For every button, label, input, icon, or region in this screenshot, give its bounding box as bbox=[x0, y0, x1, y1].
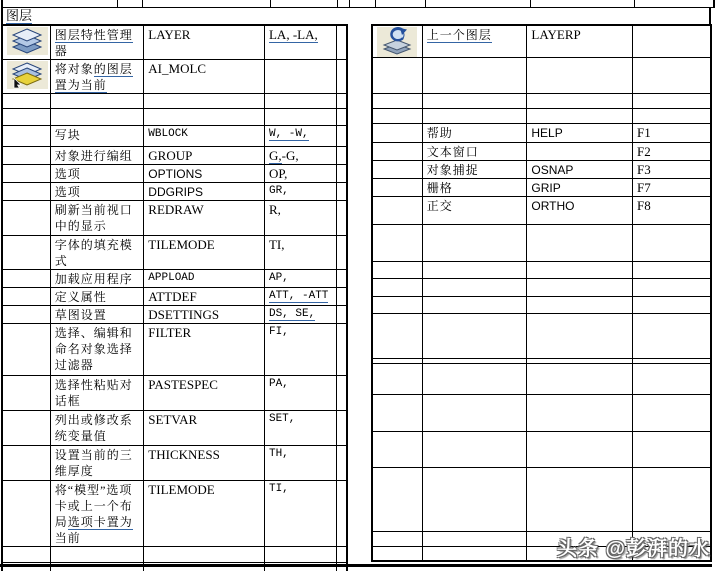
shortcut-text: F1 bbox=[637, 125, 651, 140]
command-cell bbox=[527, 297, 633, 314]
spacer-cell bbox=[337, 60, 347, 94]
table-row bbox=[372, 297, 711, 314]
description-cell bbox=[50, 60, 144, 94]
shortcut-text: TI, bbox=[268, 237, 285, 252]
shortcut-cell bbox=[633, 314, 712, 359]
command-cell: REDRAW bbox=[144, 201, 265, 236]
description-cell bbox=[422, 279, 527, 297]
table-row bbox=[2, 270, 347, 288]
shortcut-cell bbox=[633, 297, 712, 314]
table-row bbox=[372, 197, 711, 225]
grid-line bbox=[375, 0, 376, 7]
shortcut-cell bbox=[633, 124, 712, 143]
link-text[interactable]: 上一个图层 bbox=[426, 28, 492, 42]
icon-cell bbox=[2, 306, 50, 324]
cut-off-table-row bbox=[1, 0, 715, 8]
section-title-link[interactable]: 图层 bbox=[6, 8, 33, 23]
description-text: 草图设置 bbox=[54, 308, 107, 322]
spacer-cell bbox=[337, 236, 347, 270]
description-cell bbox=[50, 165, 144, 183]
link-text[interactable]: 置为当前 bbox=[54, 78, 107, 92]
description-cell bbox=[50, 376, 144, 411]
description-cell bbox=[50, 306, 144, 324]
icon-cell bbox=[2, 446, 50, 481]
command-cell: SETVAR bbox=[144, 411, 265, 446]
description-cell bbox=[50, 446, 144, 481]
command-cell: ORTHO bbox=[527, 197, 633, 225]
description-cell bbox=[50, 547, 144, 563]
shortcut-cell bbox=[264, 446, 336, 481]
command-cell bbox=[527, 58, 633, 94]
description-text: 刷新当前视口中的显示 bbox=[54, 203, 133, 233]
link-text[interactable]: W, -W, bbox=[268, 128, 309, 140]
link-text[interactable]: G, bbox=[268, 148, 282, 163]
icon-cell bbox=[2, 126, 50, 147]
shortcut-cell bbox=[633, 395, 712, 432]
command-cell: APPLOAD bbox=[144, 270, 265, 288]
grid-line bbox=[349, 0, 350, 7]
spacer-cell bbox=[337, 183, 347, 201]
shortcut-cell bbox=[264, 411, 336, 446]
command-cell bbox=[527, 262, 633, 279]
icon-cell bbox=[2, 376, 50, 411]
description-cell bbox=[50, 201, 144, 236]
description-cell bbox=[422, 364, 527, 395]
description-text: 文本窗口 bbox=[426, 145, 479, 159]
shortcut-table-left bbox=[1, 24, 348, 571]
table-row bbox=[2, 236, 347, 270]
spacer-cell bbox=[337, 109, 347, 126]
description-cell bbox=[422, 314, 527, 359]
table-row bbox=[2, 376, 347, 411]
command-cell bbox=[527, 314, 633, 359]
table-row bbox=[372, 25, 711, 58]
shortcut-text: PA, bbox=[268, 378, 289, 390]
shortcut-cell bbox=[633, 468, 712, 532]
shortcut-cell bbox=[264, 270, 336, 288]
shortcut-text: -G, bbox=[281, 148, 299, 163]
description-text: 当前 bbox=[54, 531, 81, 545]
description-cell bbox=[50, 147, 144, 165]
shortcut-text: F2 bbox=[637, 144, 651, 159]
table-row bbox=[372, 58, 711, 94]
spacer-cell bbox=[337, 270, 347, 288]
command-cell bbox=[527, 225, 633, 262]
icon-cell bbox=[2, 201, 50, 236]
table-row bbox=[2, 25, 347, 60]
icon-cell bbox=[372, 364, 422, 395]
description-cell bbox=[50, 126, 144, 147]
description-cell bbox=[422, 547, 527, 561]
shortcut-cell bbox=[264, 376, 336, 411]
shortcut-text: R, bbox=[268, 202, 281, 217]
command-cell bbox=[527, 143, 633, 161]
icon-cell bbox=[372, 547, 422, 561]
description-cell bbox=[422, 197, 527, 225]
grid-line bbox=[530, 0, 531, 7]
command-cell: GRIP bbox=[527, 179, 633, 197]
command-cell bbox=[527, 279, 633, 297]
description-text: 选项 bbox=[54, 185, 81, 199]
command-cell: DSETTINGS bbox=[144, 306, 265, 324]
description-text: 将“模型”选项卡或上一个布局 bbox=[54, 483, 133, 529]
link-text[interactable]: DS, SE, bbox=[268, 308, 316, 320]
table-row bbox=[372, 179, 711, 197]
spacer-cell bbox=[337, 306, 347, 324]
icon-cell bbox=[2, 236, 50, 270]
table-row bbox=[2, 481, 347, 547]
description-cell bbox=[422, 532, 527, 547]
command-cell: LAYERP bbox=[527, 25, 633, 58]
shortcut-cell bbox=[264, 126, 336, 147]
shortcut-cell bbox=[264, 288, 336, 306]
shortcut-cell bbox=[633, 58, 712, 94]
icon-cell bbox=[372, 297, 422, 314]
shortcut-cell bbox=[633, 262, 712, 279]
icon-cell bbox=[372, 468, 422, 532]
command-cell bbox=[527, 432, 633, 468]
command-cell: FILTER bbox=[144, 324, 265, 376]
spacer-cell bbox=[337, 481, 347, 547]
description-cell bbox=[50, 109, 144, 126]
shortcut-cell bbox=[264, 324, 336, 376]
command-cell bbox=[144, 547, 265, 563]
table-row bbox=[372, 364, 711, 395]
table-row bbox=[372, 161, 711, 179]
table-row bbox=[2, 147, 347, 165]
shortcut-cell bbox=[633, 279, 712, 297]
spacer-cell bbox=[337, 376, 347, 411]
description-cell bbox=[422, 143, 527, 161]
shortcut-text: TH, bbox=[268, 448, 289, 460]
table-row bbox=[2, 126, 347, 147]
icon-cell bbox=[372, 143, 422, 161]
description-text: 设置当前的三维厚度 bbox=[54, 448, 133, 478]
description-text: 加载应用程序 bbox=[54, 272, 133, 286]
table-row bbox=[372, 262, 711, 279]
shortcut-cell bbox=[264, 547, 336, 563]
command-cell: WBLOCK bbox=[144, 126, 265, 147]
shortcut-text: F8 bbox=[637, 198, 651, 213]
shortcut-cell bbox=[264, 481, 336, 547]
icon-cell bbox=[372, 262, 422, 279]
spacer-cell bbox=[337, 446, 347, 481]
description-text: 栅格 bbox=[426, 181, 453, 195]
description-text: 对象进行编组 bbox=[54, 149, 133, 163]
table-row bbox=[2, 324, 347, 376]
table-row bbox=[2, 547, 347, 563]
table-row bbox=[2, 94, 347, 109]
shortcut-text: FI, bbox=[268, 326, 289, 338]
icon-cell bbox=[2, 324, 50, 376]
table-row bbox=[372, 432, 711, 468]
shortcut-text: TI, bbox=[268, 483, 289, 495]
layer-properties-manager-icon bbox=[2, 25, 50, 60]
table-row bbox=[372, 395, 711, 432]
command-cell: HELP bbox=[527, 124, 633, 143]
table-row bbox=[2, 201, 347, 236]
icon-cell bbox=[372, 279, 422, 297]
spacer-cell bbox=[337, 288, 347, 306]
description-text: 选择性粘贴对话框 bbox=[54, 378, 133, 408]
table-row bbox=[372, 225, 711, 262]
shortcut-cell bbox=[264, 183, 336, 201]
command-cell bbox=[527, 109, 633, 124]
shortcut-cell bbox=[633, 143, 712, 161]
spacer-cell bbox=[337, 25, 347, 60]
spacer-cell bbox=[337, 547, 347, 563]
description-cell bbox=[422, 58, 527, 94]
description-cell bbox=[422, 94, 527, 109]
description-cell bbox=[422, 432, 527, 468]
description-text: 对象捕捉 bbox=[426, 163, 479, 177]
icon-cell bbox=[372, 109, 422, 124]
shortcut-cell bbox=[633, 94, 712, 109]
shortcut-text: AP, bbox=[268, 272, 289, 284]
table-row bbox=[2, 165, 347, 183]
description-cell bbox=[50, 288, 144, 306]
description-text: 选项 bbox=[54, 167, 81, 181]
command-cell bbox=[527, 468, 633, 532]
shortcut-cell bbox=[633, 25, 712, 58]
icon-cell bbox=[2, 183, 50, 201]
layer-previous-icon bbox=[372, 25, 422, 58]
spacer-cell bbox=[337, 411, 347, 446]
icon-cell bbox=[2, 411, 50, 446]
icon-cell bbox=[372, 225, 422, 262]
shortcut-cell bbox=[633, 161, 712, 179]
link-text[interactable]: LA, -LA, bbox=[268, 27, 318, 42]
command-cell: THICKNESS bbox=[144, 446, 265, 481]
icon-cell bbox=[2, 165, 50, 183]
table-row bbox=[2, 411, 347, 446]
command-cell: LAYER bbox=[144, 25, 265, 60]
icon-cell bbox=[2, 270, 50, 288]
command-cell: TILEMODE bbox=[144, 481, 265, 547]
grid-line bbox=[634, 0, 635, 7]
command-cell bbox=[527, 395, 633, 432]
icon-cell bbox=[372, 532, 422, 547]
description-text: 将对象 bbox=[54, 62, 94, 76]
shortcut-text: F7 bbox=[637, 180, 651, 195]
icon-cell bbox=[2, 481, 50, 547]
command-cell: OSNAP bbox=[527, 161, 633, 179]
description-cell bbox=[50, 270, 144, 288]
table-row bbox=[372, 109, 711, 124]
command-cell: DDGRIPS bbox=[144, 183, 265, 201]
description-cell bbox=[422, 109, 527, 124]
shortcut-cell bbox=[264, 60, 336, 94]
description-cell bbox=[422, 179, 527, 197]
description-cell bbox=[50, 25, 144, 60]
table-row bbox=[372, 143, 711, 161]
command-cell bbox=[527, 94, 633, 109]
table-row bbox=[2, 306, 347, 324]
icon-cell bbox=[372, 395, 422, 432]
description-cell bbox=[50, 481, 144, 547]
toolbar-icon-button bbox=[7, 61, 48, 89]
description-cell bbox=[50, 236, 144, 270]
shortcut-cell bbox=[264, 306, 336, 324]
table-row bbox=[2, 288, 347, 306]
shortcut-cell bbox=[264, 25, 336, 60]
description-cell bbox=[50, 183, 144, 201]
description-text: 写块 bbox=[54, 128, 81, 142]
command-cell: GROUP bbox=[144, 147, 265, 165]
shortcut-cell bbox=[264, 147, 336, 165]
table-row bbox=[372, 314, 711, 359]
description-cell bbox=[422, 262, 527, 279]
description-cell bbox=[422, 124, 527, 143]
shortcut-cell bbox=[633, 179, 712, 197]
command-cell: AI_MOLC bbox=[144, 60, 265, 94]
shortcut-table-right bbox=[371, 24, 712, 562]
shortcut-cell bbox=[264, 236, 336, 270]
command-cell: OPTIONS bbox=[144, 165, 265, 183]
shortcut-text: OP, bbox=[268, 166, 288, 181]
description-text: 帮助 bbox=[426, 126, 453, 140]
shortcut-text: F3 bbox=[637, 162, 651, 177]
spacer-cell bbox=[337, 126, 347, 147]
description-text: 字体的填充模式 bbox=[54, 238, 133, 268]
description-text: 列出或修改系统变量值 bbox=[54, 413, 133, 443]
grid-line bbox=[425, 0, 426, 7]
shortcut-cell bbox=[633, 432, 712, 468]
icon-cell bbox=[2, 147, 50, 165]
icon-cell bbox=[372, 197, 422, 225]
description-cell bbox=[50, 94, 144, 109]
command-cell: ATTDEF bbox=[144, 288, 265, 306]
description-text: 选择、编辑和命名对象选择过滤器 bbox=[54, 326, 133, 372]
grid-line bbox=[337, 0, 338, 7]
set-object-layer-current-icon bbox=[2, 60, 50, 94]
table-row bbox=[2, 60, 347, 94]
grid-line bbox=[117, 0, 118, 7]
description-text: 器 bbox=[54, 44, 68, 58]
description-cell bbox=[50, 411, 144, 446]
icon-cell bbox=[2, 109, 50, 126]
command-cell: PASTESPEC bbox=[144, 376, 265, 411]
icon-cell bbox=[372, 161, 422, 179]
shortcut-cell bbox=[633, 364, 712, 395]
toolbar-icon-button bbox=[7, 27, 48, 55]
description-cell bbox=[422, 225, 527, 262]
description-text: 定义属性 bbox=[54, 290, 107, 304]
description-cell bbox=[422, 297, 527, 314]
command-cell bbox=[144, 94, 265, 109]
spacer-cell bbox=[337, 201, 347, 236]
grid-line bbox=[142, 0, 143, 7]
spacer-cell bbox=[337, 147, 347, 165]
table-row bbox=[2, 109, 347, 126]
description-cell bbox=[422, 395, 527, 432]
description-cell bbox=[50, 324, 144, 376]
link-text[interactable]: 图层特性管理 bbox=[54, 28, 133, 42]
section-header-row bbox=[1, 8, 711, 24]
shortcut-text: GR, bbox=[268, 185, 289, 197]
shortcut-text: SET, bbox=[268, 413, 296, 425]
grid-line bbox=[270, 0, 271, 7]
spacer-cell bbox=[337, 324, 347, 376]
icon-cell bbox=[372, 314, 422, 359]
command-cell: TILEMODE bbox=[144, 236, 265, 270]
spacer-cell bbox=[337, 165, 347, 183]
shortcut-cell bbox=[633, 225, 712, 262]
shortcut-cell bbox=[264, 109, 336, 126]
icon-cell bbox=[372, 179, 422, 197]
table-row bbox=[372, 279, 711, 297]
command-cell bbox=[144, 109, 265, 126]
watermark: 头条 @彭湃的水 bbox=[556, 538, 710, 560]
description-text: 正交 bbox=[426, 199, 453, 213]
spacer-cell bbox=[337, 94, 347, 109]
icon-cell bbox=[2, 288, 50, 306]
link-text[interactable]: 选项卡置为 bbox=[67, 515, 133, 529]
table-row bbox=[372, 124, 711, 143]
description-cell bbox=[422, 161, 527, 179]
shortcut-cell bbox=[264, 94, 336, 109]
shortcut-cell bbox=[264, 201, 336, 236]
description-cell bbox=[422, 468, 527, 532]
thick-bottom-rule bbox=[0, 564, 712, 567]
description-cell bbox=[422, 25, 527, 58]
table-row bbox=[2, 446, 347, 481]
link-text[interactable]: ATT, -ATT bbox=[268, 290, 329, 302]
table-row bbox=[372, 468, 711, 532]
icon-cell bbox=[372, 432, 422, 468]
toolbar-icon-button bbox=[377, 27, 417, 57]
command-cell bbox=[527, 364, 633, 395]
icon-cell bbox=[372, 94, 422, 109]
icon-cell bbox=[372, 58, 422, 94]
shortcut-cell bbox=[633, 109, 712, 124]
link-text[interactable]: 的图层 bbox=[93, 62, 133, 76]
table-row bbox=[372, 94, 711, 109]
icon-cell bbox=[2, 94, 50, 109]
shortcut-cell bbox=[633, 197, 712, 225]
icon-cell bbox=[372, 124, 422, 143]
icon-cell bbox=[2, 547, 50, 563]
table-row bbox=[2, 183, 347, 201]
shortcut-cell bbox=[264, 165, 336, 183]
